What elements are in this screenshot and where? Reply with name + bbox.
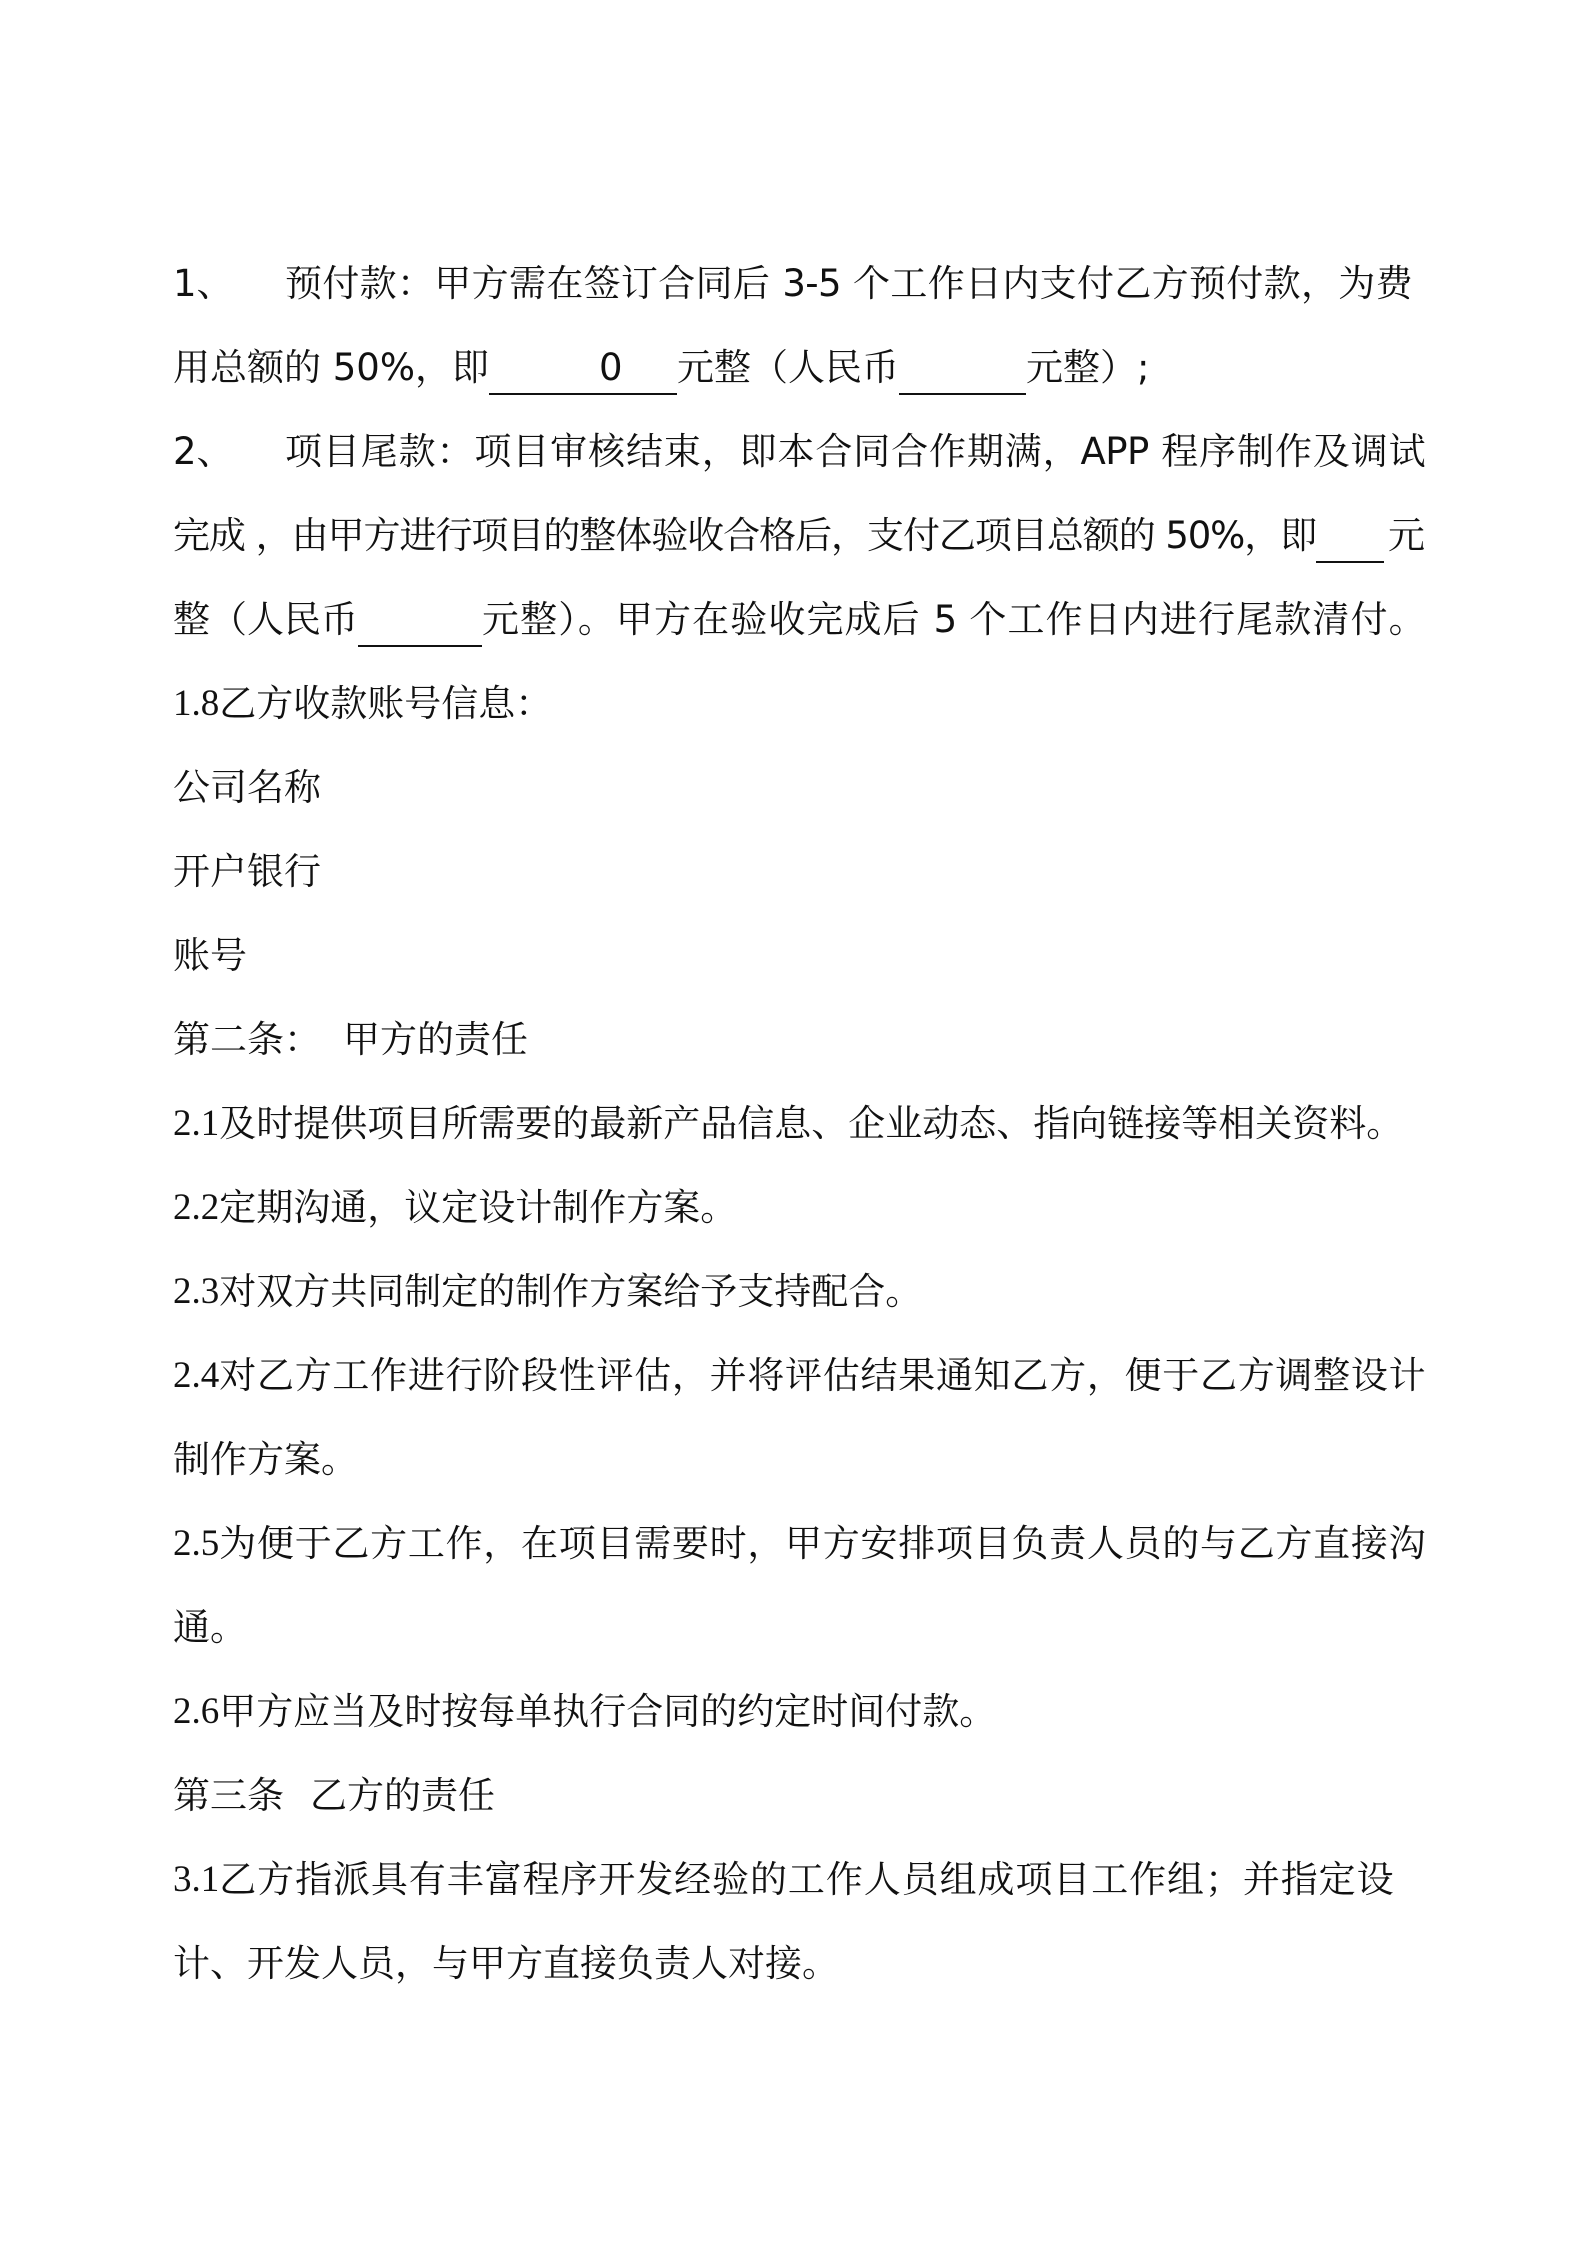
item-text: 通。 <box>173 1606 247 1649</box>
item-text: 及时提供项目所需要的最新产品信息、企业动态、指向链接等相关资料。 <box>219 1102 1404 1145</box>
item-number: 2.2 <box>173 1187 220 1228</box>
article-title: 第二条： <box>173 1018 321 1061</box>
item-text: 制作方案。 <box>173 1438 358 1481</box>
clause-number: 2、 <box>173 430 234 473</box>
list-item <box>173 1334 1425 1418</box>
account-field-bank <box>173 830 1425 914</box>
item-text: 甲方应当及时按每单执行合同的约定时间付款。 <box>219 1690 997 1733</box>
clause-number: 1、 <box>173 262 234 305</box>
clause-line <box>173 242 1425 326</box>
clause-line <box>173 326 1425 410</box>
field-label: 开户银行 <box>173 850 321 893</box>
clause-text: 元整）。甲方在验收完成后 5 个工作日内进行尾款清付。 <box>482 598 1425 641</box>
list-item-continuation <box>173 1586 1425 1670</box>
clause-text: 用总额的 50%，即 <box>173 346 489 389</box>
item-number: 2.6 <box>173 1691 220 1732</box>
article-2-section <box>173 998 1425 1754</box>
item-text: 乙方指派具有丰富程序开发经验的工作人员组成项目工作组；并指定设 <box>219 1858 1393 1901</box>
article-heading <box>173 998 1425 1082</box>
item-number: 2.5 <box>173 1523 220 1564</box>
list-item <box>173 1082 1425 1166</box>
clause-text: 元整）; <box>1026 346 1150 389</box>
item-text: 对乙方工作进行阶段性评估，并将评估结果通知乙方，便于乙方调整设计 <box>219 1354 1425 1397</box>
section-heading: 乙方收款账号信息： <box>219 682 553 725</box>
contract-page <box>173 242 1425 2006</box>
item-number: 2.4 <box>173 1355 220 1396</box>
item-text: 定期沟通，议定设计制作方案。 <box>219 1186 738 1229</box>
list-item-continuation <box>173 1418 1425 1502</box>
field-label: 公司名称 <box>173 766 321 809</box>
account-info-heading <box>173 662 1425 746</box>
payment-clause-final <box>173 410 1425 662</box>
clause-line <box>173 578 1425 662</box>
item-text: 对双方共同制定的制作方案给予支持配合。 <box>219 1270 923 1313</box>
item-number: 2.3 <box>173 1271 220 1312</box>
field-label: 账号 <box>173 934 247 977</box>
clause-text: 整（人民币 <box>173 598 358 641</box>
article-subtitle: 甲方的责任 <box>343 1018 528 1061</box>
article-title: 第三条 <box>173 1774 284 1817</box>
item-number: 2.1 <box>173 1103 220 1144</box>
payment-clause-advance <box>173 242 1425 410</box>
clause-text: 完成 ，由甲方进行项目的整体验收合格后，支付乙项目总额的 50%，即 <box>173 514 1316 557</box>
item-text: 计、开发人员，与甲方直接负责人对接。 <box>173 1942 839 1985</box>
list-item <box>173 1670 1425 1754</box>
clause-text: 预付款：甲方需在签订合同后 3-5 个工作日内支付乙方预付款，为费 <box>285 262 1412 305</box>
final-amount-rmb-blank <box>358 578 482 662</box>
clause-text: 项目尾款：项目审核结束，即本合同合作期满，APP 程序制作及调试 <box>285 430 1425 473</box>
clause-line <box>173 410 1425 494</box>
item-text: 为便于乙方工作，在项目需要时，甲方安排项目负责人员的与乙方直接沟 <box>219 1522 1425 1565</box>
clause-text: 元整（人民币 <box>677 346 899 389</box>
advance-amount-blank <box>489 326 677 410</box>
item-number: 3.1 <box>173 1859 220 1900</box>
section-number: 1.8 <box>173 683 220 724</box>
list-item <box>173 1166 1425 1250</box>
account-info-section <box>173 662 1425 998</box>
list-item <box>173 1838 1425 1922</box>
account-field-company-name <box>173 746 1425 830</box>
clause-text: 元 <box>1388 514 1425 557</box>
list-item <box>173 1502 1425 1586</box>
advance-amount-rmb-blank <box>899 326 1026 410</box>
article-subtitle: 乙方的责任 <box>310 1774 495 1817</box>
list-item <box>173 1250 1425 1334</box>
advance-amount-value: 0 <box>599 346 623 389</box>
article-3-section <box>173 1754 1425 2006</box>
article-heading <box>173 1754 1425 1838</box>
account-field-account-number <box>173 914 1425 998</box>
final-amount-blank <box>1316 494 1384 578</box>
clause-line <box>173 494 1425 578</box>
list-item-continuation <box>173 1922 1425 2006</box>
